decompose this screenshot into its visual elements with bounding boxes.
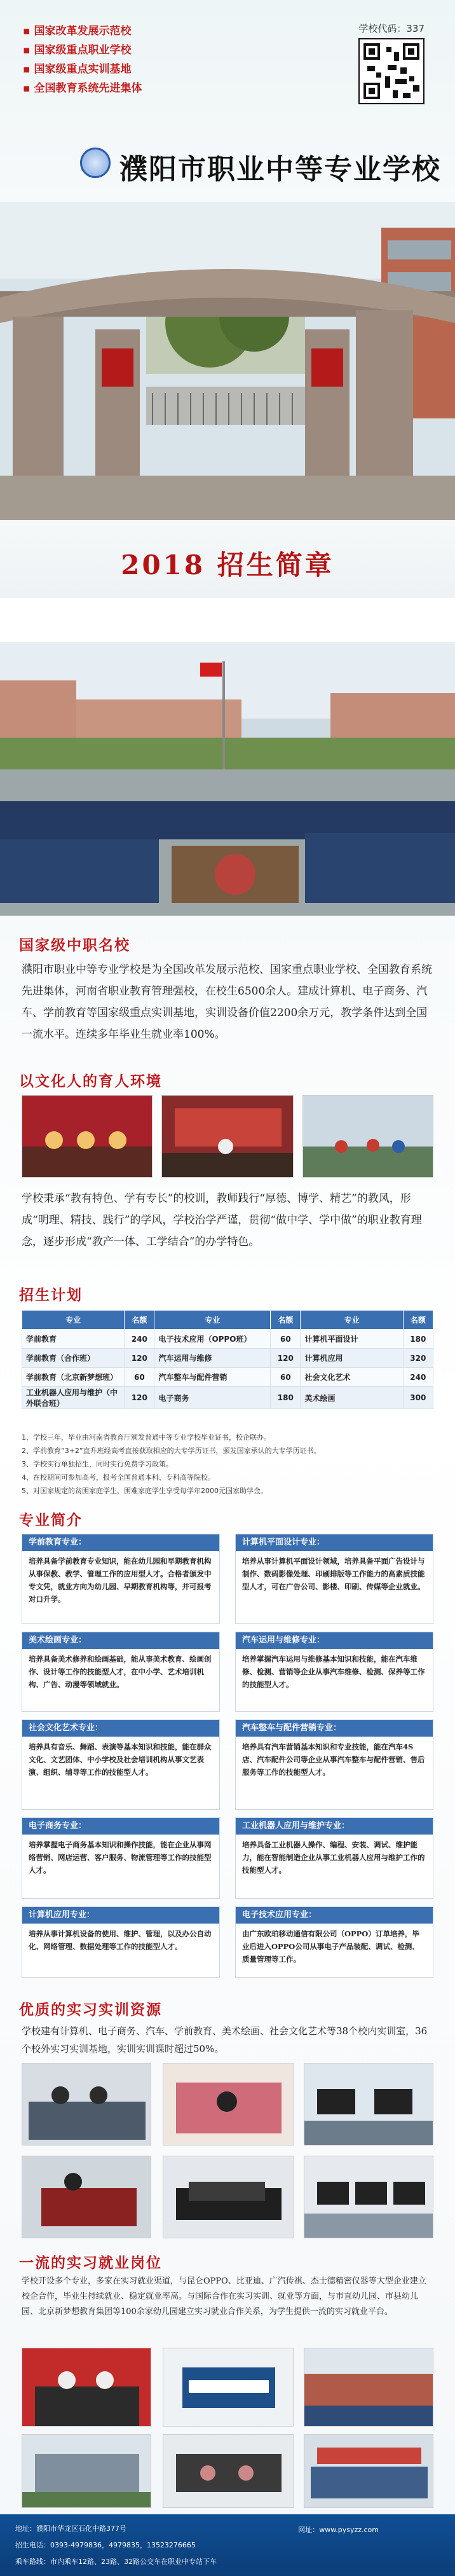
note-item: 4、在校期间可参加高考，报考全国普通本科、专科高等院校。 [22,1473,215,1482]
employment-photo [22,2348,151,2427]
top-banner [0,0,455,216]
table-header-row [22,1311,433,1330]
note-item: 1、学校三年，毕业由河南省教育厅颁发普通中等专业学校毕业证书，校企联办。 [22,1433,271,1442]
school-name: 濮阳市职业中等专业学校 [119,153,441,186]
note-item: 3、学校实行单独招生，同时实行免费学习政策。 [22,1460,173,1468]
table-row [22,1368,433,1387]
table-cell: 社会文化艺术 [301,1368,403,1387]
honor-item: ▪ 国家级重点实训基地 [23,63,132,76]
major-name: 电子商务专业： [22,1818,219,1835]
employment-photo [163,2434,294,2508]
table-cell: 120 [271,1349,301,1368]
culture-paragraph: 学校秉承“教有特色、学有专长”的校训，教师践行“厚德、博学、精艺”的教风，形成“明理、精技、践行”的学风，学校治学严谨，贯彻“做中学、学中做”的职业教育理念，逐步形成“教产一体、工学结合”的办学特色。 [22,1192,422,1248]
intro-paragraph: 濮阳市职业中等专业学校是为全国改革发展示范校、国家重点职业学校、全国教育系统先进集体，河南省职业教育管理强校，在校生6500余人。建成计算机、电子商务、汽车、学前教育等国家级重点实训基地，实训设备价值2200余万元，教学条件达到全国一流水平。连续多年毕业生就业率100%。 [22,963,432,1041]
table-row [22,1349,433,1368]
footer-website-link[interactable]: 网址：www.pysyzz.com [298,2526,379,2534]
column-header: 名额 [125,1311,154,1330]
table-cell: 60 [271,1368,301,1387]
school-code: 学校代码：337 [358,23,424,34]
note-item: 2、学前教育“3+2”直升班经高考直接获取相应的大专学历证书，颁发国家承认的大专学历证书。 [22,1447,321,1455]
training-photo [304,2063,433,2146]
major-card [235,1719,433,1810]
table-row [22,1387,433,1409]
brochure-title: 2018 招生简章 [121,549,334,581]
major-name: 学前教育专业： [22,1534,219,1551]
employment-photo [304,2434,433,2508]
major-card [22,1719,220,1810]
table-cell: 60 [125,1368,154,1387]
major-name: 电子技术应用专业： [236,1907,433,1924]
section-title-plan: 招生计划 [19,1286,83,1304]
honor-item: ▪ 国家改革发展示范校 [23,25,132,38]
table-cell: 300 [403,1387,433,1409]
section-title-employment: 一流的实习就业岗位 [19,2254,162,2271]
campus-aerial-photo [0,642,455,916]
honor-item: ▪ 全国教育系统先进集体 [23,82,142,95]
honor-item: ▪ 国家级重点职业学校 [23,44,132,57]
culture-photo-3 [302,1095,433,1178]
table-cell: 120 [125,1387,154,1409]
table-cell: 学前教育 [22,1330,125,1349]
major-description: 培养从事计算机平面设计领域，培养具备平面广告设计与制作、数码影像处理、印刷排版等工作能力的高素质技能型人才，可在广告公司、影楼、印刷、传媒等企业就业。 [242,1557,425,1591]
footer [0,2514,455,2576]
major-description: 由广东欧珀移动通信有限公司（OPPO）订单培养，毕业后进入OPPO公司从事电子产品装配、调试、检测、质量管理等工作。 [242,1929,419,1964]
training-photo [22,2063,151,2146]
major-description: 培养具备学前教育专业知识，能在幼儿园和早期教育机构从事保教、教学、管理工作的应用型人才。合格者颁发中专文凭，就业方向为幼儿园、早期教育机构等，并可报考对口升学。 [29,1557,212,1604]
section-title-training: 优质的实习实训资源 [19,2001,162,2018]
employment-photo [22,2434,151,2508]
table-cell: 工业机器人应用与维护（中外联合班） [22,1387,125,1409]
column-header: 名额 [403,1311,433,1330]
training-photo [163,2156,294,2238]
major-card [22,1632,220,1712]
table-cell: 汽车整车与配件营销 [154,1368,271,1387]
major-card [22,1906,220,1978]
honors-list [23,22,142,98]
major-card [235,1817,433,1899]
column-header: 专业 [22,1311,125,1330]
major-description: 培养具备美术修养和绘画基础，能从事美术教育、绘画创作、设计等工作的技能型人才，在中小学、艺术培训机构、广告、动漫等领域就业。 [29,1655,212,1689]
table-row [22,1330,433,1349]
table-cell: 180 [271,1387,301,1409]
major-card [235,1632,433,1712]
gate-photo [0,202,455,520]
qr-code-icon[interactable] [358,38,424,104]
major-description: 培养从事计算机设备的使用、维护、管理，以及办公自动化、网络管理、数据处理等工作的技能型人才。 [29,1929,212,1951]
table-cell: 学前教育（北京新梦想班） [22,1368,125,1387]
employment-photo [304,2348,433,2427]
major-description: 培养具备工业机器人操作、编程、安装、调试、维护能力，能在智能制造企业从事工业机器人应用与维护工作的技能型人才。 [242,1840,425,1875]
column-header: 专业 [301,1311,403,1330]
table-cell: 电子商务 [154,1387,271,1409]
training-photo [22,2156,151,2238]
enrollment-notes [22,1431,433,1498]
footer-bus-route: 乘车路线：市内乘车12路、23路、32路公交车在职业中专站下车 [15,2558,217,2566]
table-cell: 美术绘画 [301,1387,403,1409]
major-card [235,1534,433,1624]
column-header: 专业 [154,1311,271,1330]
major-name: 汽车运用与维修专业： [236,1632,433,1649]
title-strip [0,520,455,598]
major-description: 培养具有音乐、舞蹈、表演等基本知识和技能，能在群众文化、文艺团体、中小学校及社会培训机构从事文艺表演、组织、辅导等工作的技能型人才。 [29,1742,212,1777]
table-cell: 电子技术应用（OPPO班） [154,1330,271,1349]
note-item: 5、对国家规定的贫困家庭学生，困难家庭学生享受每学年2000元国家助学金。 [22,1487,268,1495]
employment-photo [163,2348,294,2427]
major-card [235,1906,433,1978]
culture-photo-1 [22,1095,153,1178]
section-title-intro: 国家级中职名校 [19,937,130,954]
table-cell: 计算机应用 [301,1349,403,1368]
table-cell: 计算机平面设计 [301,1330,403,1349]
major-name: 计算机平面设计专业： [236,1534,433,1551]
major-description: 培养掌握电子商务基本知识和操作技能，能在企业从事网络营销、网店运营、客户服务、物流管理等工作的技能型人才。 [29,1840,212,1875]
table-cell: 汽车运用与维修 [154,1349,271,1368]
major-name: 汽车整车与配件营销专业： [236,1720,433,1737]
major-name: 工业机器人应用与维护专业： [236,1818,433,1835]
table-cell: 学前教育（合作班） [22,1349,125,1368]
school-logo-icon [80,148,111,178]
major-card [22,1817,220,1899]
section-title-culture: 以文化人的育人环境 [19,1073,162,1090]
table-cell: 180 [403,1330,433,1349]
culture-photo-2 [161,1095,294,1178]
training-photo [163,2063,294,2146]
table-cell: 240 [125,1330,154,1349]
section-title-majors: 专业简介 [19,1512,83,1529]
employment-paragraph: 学校开设多个专业，多家在实习就业渠道，与昆仑OPPO、比亚迪、广汽传祺、杰士德精密仪器等大型企业建立校企合作，毕业生持续就业、稳定就业率高。与国际合作在实习实训、就业等方面，与市直幼儿园、市县幼儿园、北京新梦想教育集团等100余家幼儿园建立实习就业合作关系，为学生提供一流的实习就业平台。 [22,2276,426,2317]
table-cell: 120 [125,1349,154,1368]
table-cell: 60 [271,1330,301,1349]
table-cell: 320 [403,1349,433,1368]
major-description: 培养具有汽车营销基本知识和专业技能，能在汽车4S店、汽车配件公司等企业从事汽车整车与配件营销、售后服务等工作的技能型人才。 [242,1742,425,1777]
major-name: 计算机应用专业： [22,1907,219,1924]
footer-address: 地址：濮阳市华龙区石化中路377号 [15,2524,126,2533]
major-name: 美术绘画专业： [22,1632,219,1649]
major-name: 社会文化艺术专业： [22,1720,219,1737]
major-description: 培养掌握汽车运用与维修基本知识和技能，能在汽车维修、检测、营销等企业从事汽车维修、检测、保养等工作的技能型人才。 [242,1655,425,1689]
training-paragraph: 学校建有计算机、电子商务、汽车、学前教育、美术绘画、社会文化艺术等38个校内实训室，36个校外实习实训基地，实训实训课时超过50%。 [22,2025,428,2055]
major-card [22,1534,220,1624]
training-photo [304,2156,433,2238]
column-header: 名额 [271,1311,301,1330]
footer-phone: 招生电话：0393-4979836，4979835，13523276665 [15,2541,196,2549]
table-cell: 240 [403,1368,433,1387]
enrollment-table [22,1310,433,1409]
